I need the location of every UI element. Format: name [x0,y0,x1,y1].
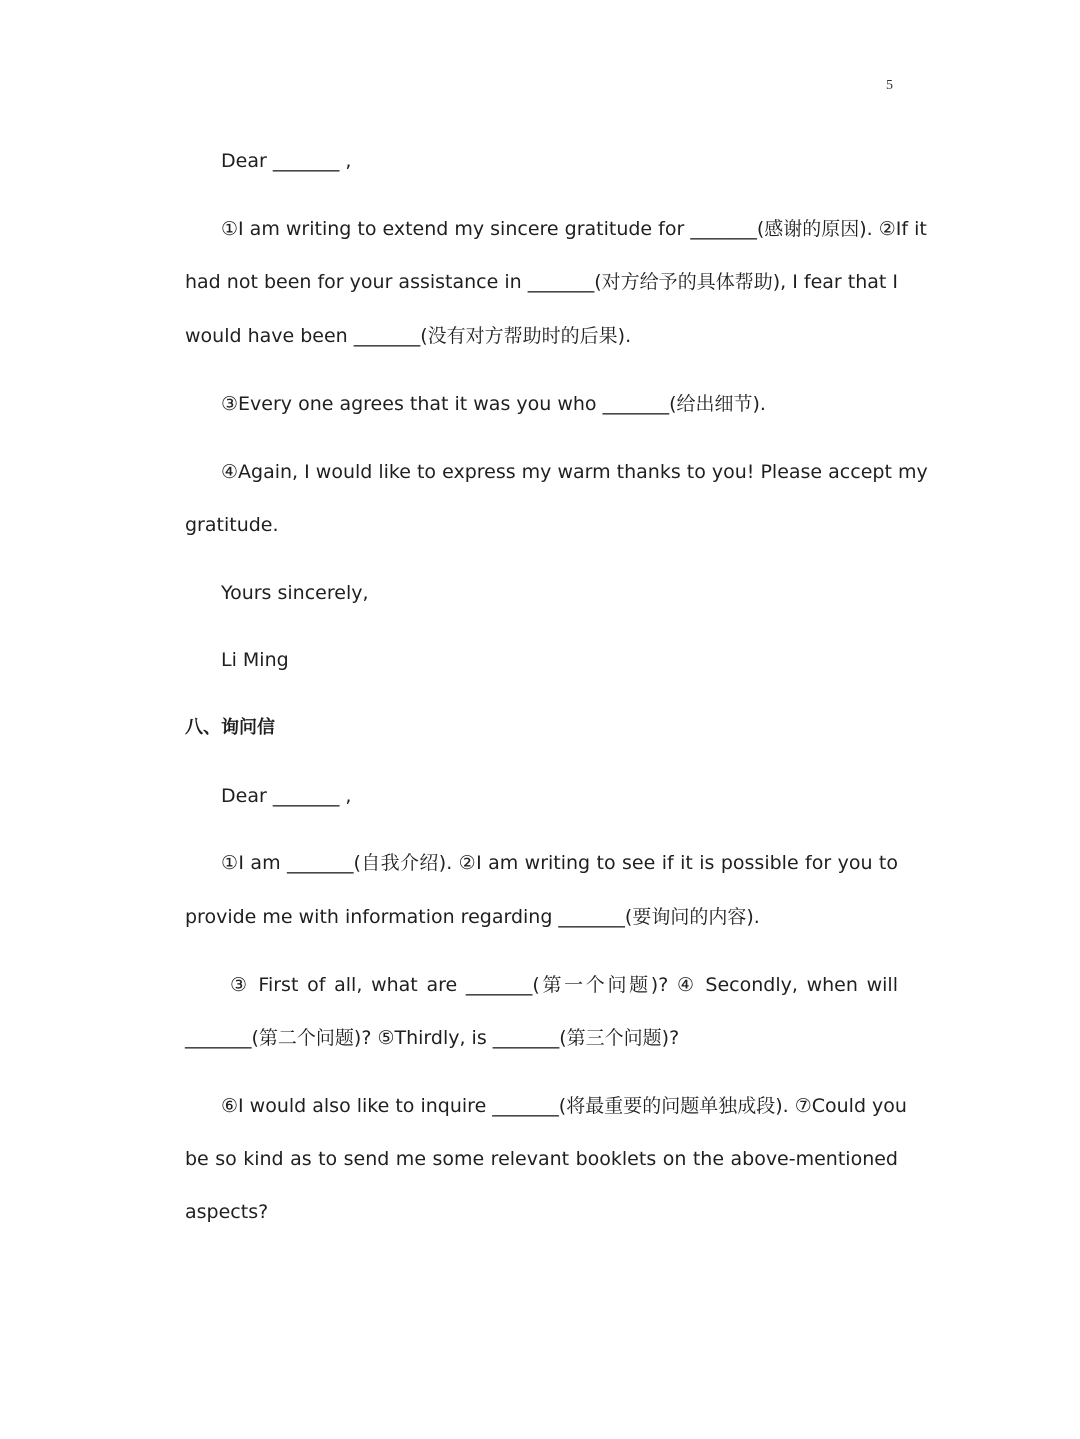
letter1-p3-line2: gratitude. [185,514,279,536]
letter1-p1-line3: would have been _______(没有对方帮助时的后果). [185,325,632,347]
letter1-p1-line2: had not been for your assistance in _______(对方给予的具体帮助), I fear that I [185,271,898,293]
letter1-signature: Li Ming [221,649,289,671]
letter2-p2-line2: _______(第二个问题)? ⑤Thirdly, is _______(第三个问题)? [185,1027,680,1049]
letter1-p1-line1: ①I am writing to extend my sincere gratitude for _______(感谢的原因). ②If it [221,218,927,240]
letter1-salutation: Dear _______ , [221,150,352,172]
letter2-salutation: Dear _______ , [221,785,352,807]
letter1-p3-line1: ④Again, I would like to express my warm thanks to you! Please accept my [221,461,928,483]
letter2-p2-line1: ③ First of all, what are _______(第一个问题)? ④ Secondly, when will [230,974,898,996]
letter2-p1-line1: ①I am _______(自我介绍). ②I am writing to see if it is possible for you to [221,852,898,874]
letter2-p3-line2: be so kind as to send me some relevant booklets on the above-mentioned [185,1148,898,1170]
letter2-p3-line3: aspects? [185,1201,269,1223]
section-heading: 八、询问信 [185,717,275,738]
letter2-p1-line2: provide me with information regarding _______(要询问的内容). [185,906,760,928]
letter1-p2-line1: ③Every one agrees that it was you who _______(给出细节). [221,393,766,415]
page-number: 5 [886,78,893,93]
letter1-closing: Yours sincerely, [221,582,369,604]
letter2-p3-line1: ⑥I would also like to inquire _______(将最重要的问题单独成段). ⑦Could you [221,1095,907,1117]
